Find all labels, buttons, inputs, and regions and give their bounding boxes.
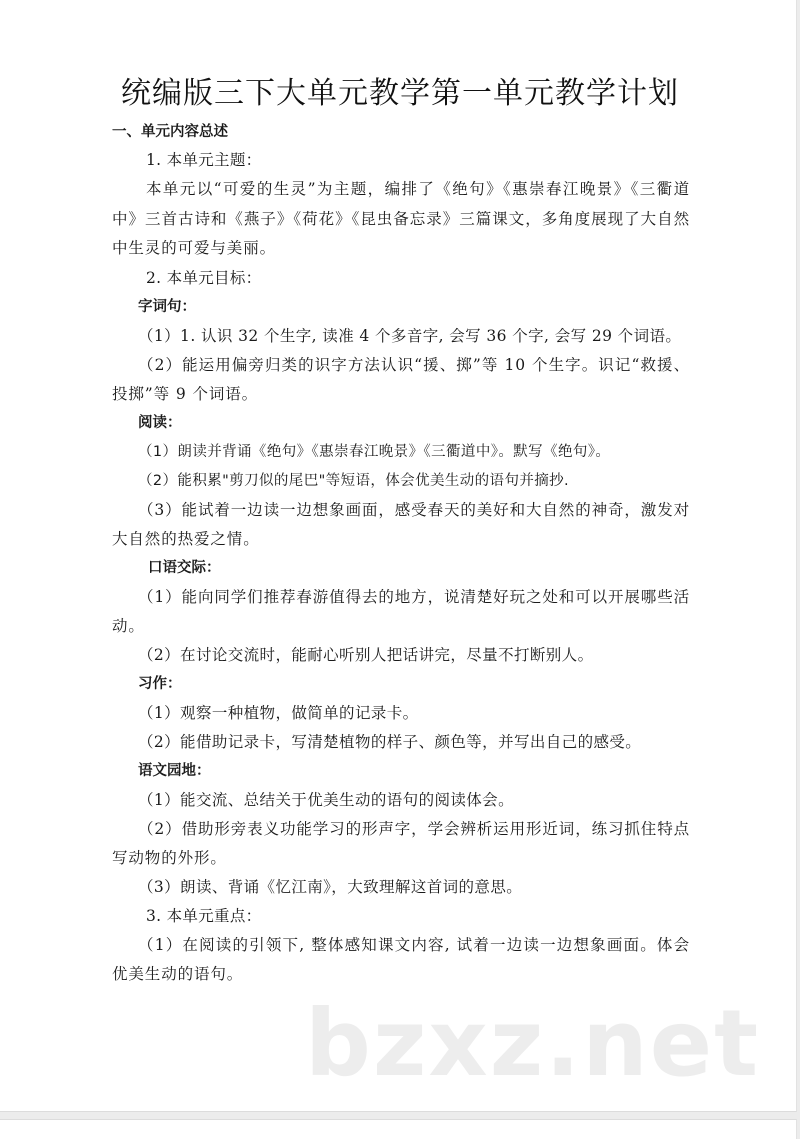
watermark: bzxz.net (305, 990, 761, 1097)
goal-item: （1）朗读并背诵《绝句》《惠崇春江晚景》《三衢道中》。默写《绝句》。 (138, 443, 611, 460)
next-page-edge (0, 1119, 797, 1139)
goal-item: （2）在讨论交流时，能耐心听别人把话讲完，尽量不打断别人。 (138, 645, 594, 664)
goal-heading-words: 字词句： (138, 298, 196, 315)
goal-item: （2）能借助记录卡，写清楚植物的样子、颜色等，并写出自己的感受。 (138, 732, 642, 751)
goal-heading-reading: 阅读： (138, 414, 182, 431)
goals-label: 2. 本单元目标： (146, 268, 262, 287)
section-heading: 一、单元内容总述 (112, 124, 228, 140)
goal-item: （2）能积累"剪刀似的尾巴"等短语，体会优美生动的语句并摘抄. (138, 472, 570, 489)
goal-item: （3）朗读、背诵《忆江南》，大致理解这首词的意思。 (138, 877, 523, 896)
goal-item: （3）能试着一边读一边想象画面，感受春天的美好和大自然的神奇，激发对大自然的热爱之情。 (112, 500, 690, 548)
goal-item: （2）能运用偏旁归类的识字方法认识“援、掷”等 10 个生字。识记“救援、投掷”等 9 个词语。 (112, 355, 690, 403)
goal-heading-oral: 口语交际： (148, 559, 221, 576)
goal-heading-writing: 习作： (138, 675, 182, 692)
goal-heading-garden: 语文园地： (138, 762, 211, 779)
theme-label: 1. 本单元主题： (146, 151, 262, 169)
key-points-label: 3. 本单元重点： (146, 906, 262, 925)
theme-paragraph: 本单元以“可爱的生灵”为主题，编排了《绝句》《惠崇春江晚景》《三衢道中》三首古诗和《燕子》《荷花》《昆虫备忘录》三篇课文，多角度展现了大自然中生灵的可爱与美丽。 (112, 180, 690, 257)
goal-item: （1）观察一种植物，做简单的记录卡。 (138, 703, 419, 722)
goal-item: （1）1. 认识 32 个生字, 读准 4 个多音字, 会写 36 个字, 会写 29 个词语。 (138, 326, 682, 345)
key-point-item: （1）在阅读的引领下, 整体感知课文内容, 试着一边读一边想象画面。体会优美生动的语句。 (112, 935, 690, 983)
document-body (112, 118, 690, 989)
goal-item: （1）能交流、总结关于优美生动的语句的阅读体会。 (138, 790, 514, 809)
document-title: 统编版三下大单元教学第一单元教学计划 (121, 76, 679, 111)
goal-item: （2）借助形旁表义功能学习的形声字，学会辨析运用形近词，练习抓住特点写动物的外形。 (112, 819, 690, 867)
goal-item: （1）能向同学们推荐春游值得去的地方，说清楚好玩之处和可以开展哪些活动。 (112, 587, 690, 635)
